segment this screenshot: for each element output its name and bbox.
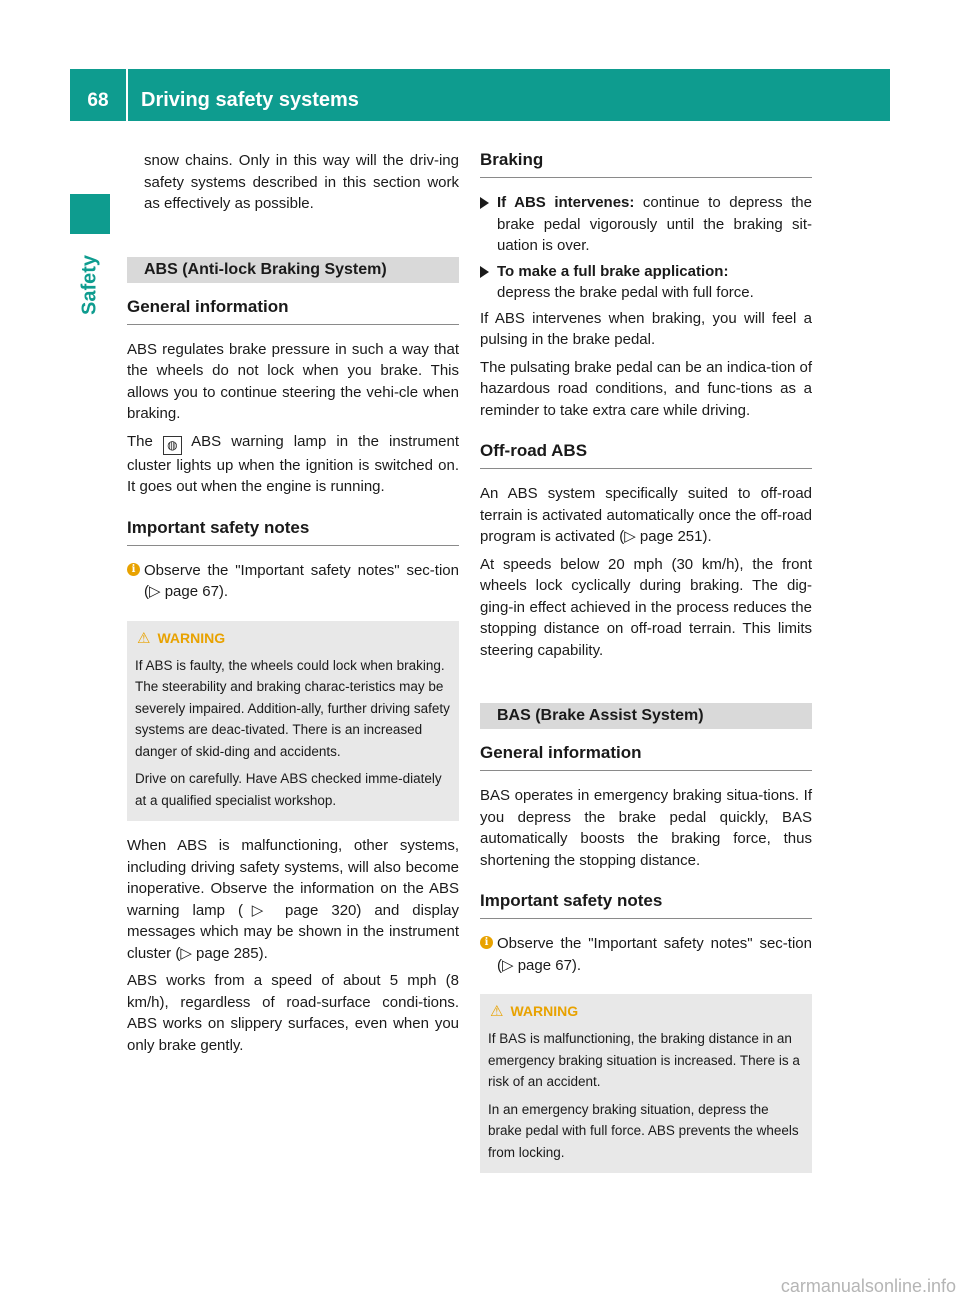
braking-step-2 xyxy=(480,261,812,304)
braking-step-2-text: depress the brake pedal with full force. xyxy=(497,284,754,301)
bas-warning-box xyxy=(480,994,812,1173)
watermark: carmanualsonline.info xyxy=(780,1276,956,1296)
bas-warning-text-1: If BAS is malfunctioning, the braking distance in an emergency braking situation is increased. There is a risk of an accident. xyxy=(488,1031,800,1089)
abs-section-heading: ABS (Anti-lock Braking System) xyxy=(127,257,459,283)
abs-safety-heading: Important safety notes xyxy=(127,518,459,546)
info-icon: i xyxy=(127,563,140,576)
abs-warning-header xyxy=(135,629,451,647)
info-icon: i xyxy=(480,936,493,949)
braking-step-2-bold: To make a full brake application: xyxy=(497,262,729,280)
braking-step-1-text: continue to depress the brake pedal vigorously until the braking sit-uation is over. xyxy=(497,194,812,254)
bas-warning-text-2: In an emergency braking situation, depress the brake pedal with full force. ABS prevents the wheels from locking. xyxy=(488,1101,799,1160)
bas-safety-info xyxy=(480,933,812,976)
bas-general-info-heading: General information xyxy=(480,743,812,771)
intro-paragraph: snow chains. Only in this way will the driv-ing safety systems described in this section work as effectively as possible. xyxy=(144,152,459,212)
side-label-text: Safety xyxy=(78,254,101,316)
offroad-paragraph-2: At speeds below 20 mph (30 km/h), the front wheels lock cyclically during braking. The dig-ging-in effect achieved in the process reduces the stopping distance on off-road terrain. This limits steering capability. xyxy=(480,555,812,659)
braking-step-1 xyxy=(480,192,812,257)
abs-warning-icon: ◍ xyxy=(163,436,182,455)
braking-heading: Braking xyxy=(480,150,812,178)
bas-warning-label: WARNING xyxy=(510,1003,579,1019)
left-column xyxy=(127,150,459,1062)
side-label xyxy=(70,250,110,320)
abs-general-paragraph-2 xyxy=(127,431,459,498)
warning-triangle-icon: ⚠ xyxy=(490,1003,504,1020)
braking-paragraph-2: The pulsating brake pedal can be an indica-tion of hazardous road conditions, and func-tions as a reminder to take extra care while driving. xyxy=(480,358,812,419)
page-number: 68 xyxy=(87,90,109,111)
abs-speed-paragraph: ABS works from a speed of about 5 mph (8 km/h), regardless of road-surface condi-tions. ABS works on slippery surfaces, even when you only brake gently. xyxy=(127,972,459,1054)
abs-general-info-heading: General information xyxy=(127,297,459,325)
offroad-paragraph-1: An ABS system specifically suited to off-road terrain is activated automatically once the off-road program is activated (▷ page 251). xyxy=(480,485,812,545)
bas-section-heading: BAS (Brake Assist System) xyxy=(480,703,812,729)
braking-paragraph-1: If ABS intervenes when braking, you will feel a pulsing in the brake pedal. xyxy=(480,309,812,348)
abs-general-paragraph-1: ABS regulates brake pressure in such a way that the wheels do not lock when you brake. This allows you to continue steering the vehi-cle when braking. xyxy=(127,340,459,422)
abs-warning-box xyxy=(127,621,459,822)
abs-warning-text-1: If ABS is faulty, the wheels could lock when braking. The steerability and braking charac-teristics may be severely impaired. Addition-ally, further driving safety systems are deac-tivated. There is an increased danger of skid-ding and accidents. xyxy=(135,657,450,759)
bas-general-paragraph: BAS operates in emergency braking situa-tions. If you depress the brake pedal quickly, BAS automatically boosts the braking force, thus shortening the stopping distance. xyxy=(480,787,812,869)
offroad-abs-heading: Off-road ABS xyxy=(480,441,812,469)
abs-general-text: ABS warning lamp in the instrument cluster lights up when the ignition is switched on. It goes out when the engine is running. xyxy=(127,432,460,495)
abs-warning-label: WARNING xyxy=(157,629,226,646)
warning-triangle-icon: ⚠ xyxy=(137,629,151,647)
bas-safety-heading: Important safety notes xyxy=(480,891,812,919)
step-arrow-icon xyxy=(480,266,489,278)
bas-safety-info-text: Observe the "Important safety notes" sec-tion (▷ page 67). xyxy=(497,935,812,974)
abs-malfunction-paragraph: When ABS is malfunctioning, other systems, including driving safety systems, will also become inoperative. Observe the information on the ABS warning lamp (▷ page 320) and display messages which may be shown in the instrument cluster (▷ page 285). xyxy=(127,837,459,962)
side-tab-block xyxy=(70,194,110,234)
braking-step-1-bold: If ABS intervenes: xyxy=(497,194,635,211)
page-title: Driving safety systems xyxy=(141,89,359,111)
step-arrow-icon xyxy=(480,197,489,209)
abs-safety-info xyxy=(127,560,459,603)
abs-warning-text-2: Drive on carefully. Have ABS checked imme-diately at a qualified specialist workshop. xyxy=(135,771,442,808)
header-divider xyxy=(126,69,128,121)
right-column xyxy=(480,150,812,1187)
bas-warning-header xyxy=(488,1002,804,1020)
abs-safety-info-text: Observe the "Important safety notes" sec-tion (▷ page 67). xyxy=(144,561,459,600)
abs-general-prefix: The xyxy=(127,432,153,450)
